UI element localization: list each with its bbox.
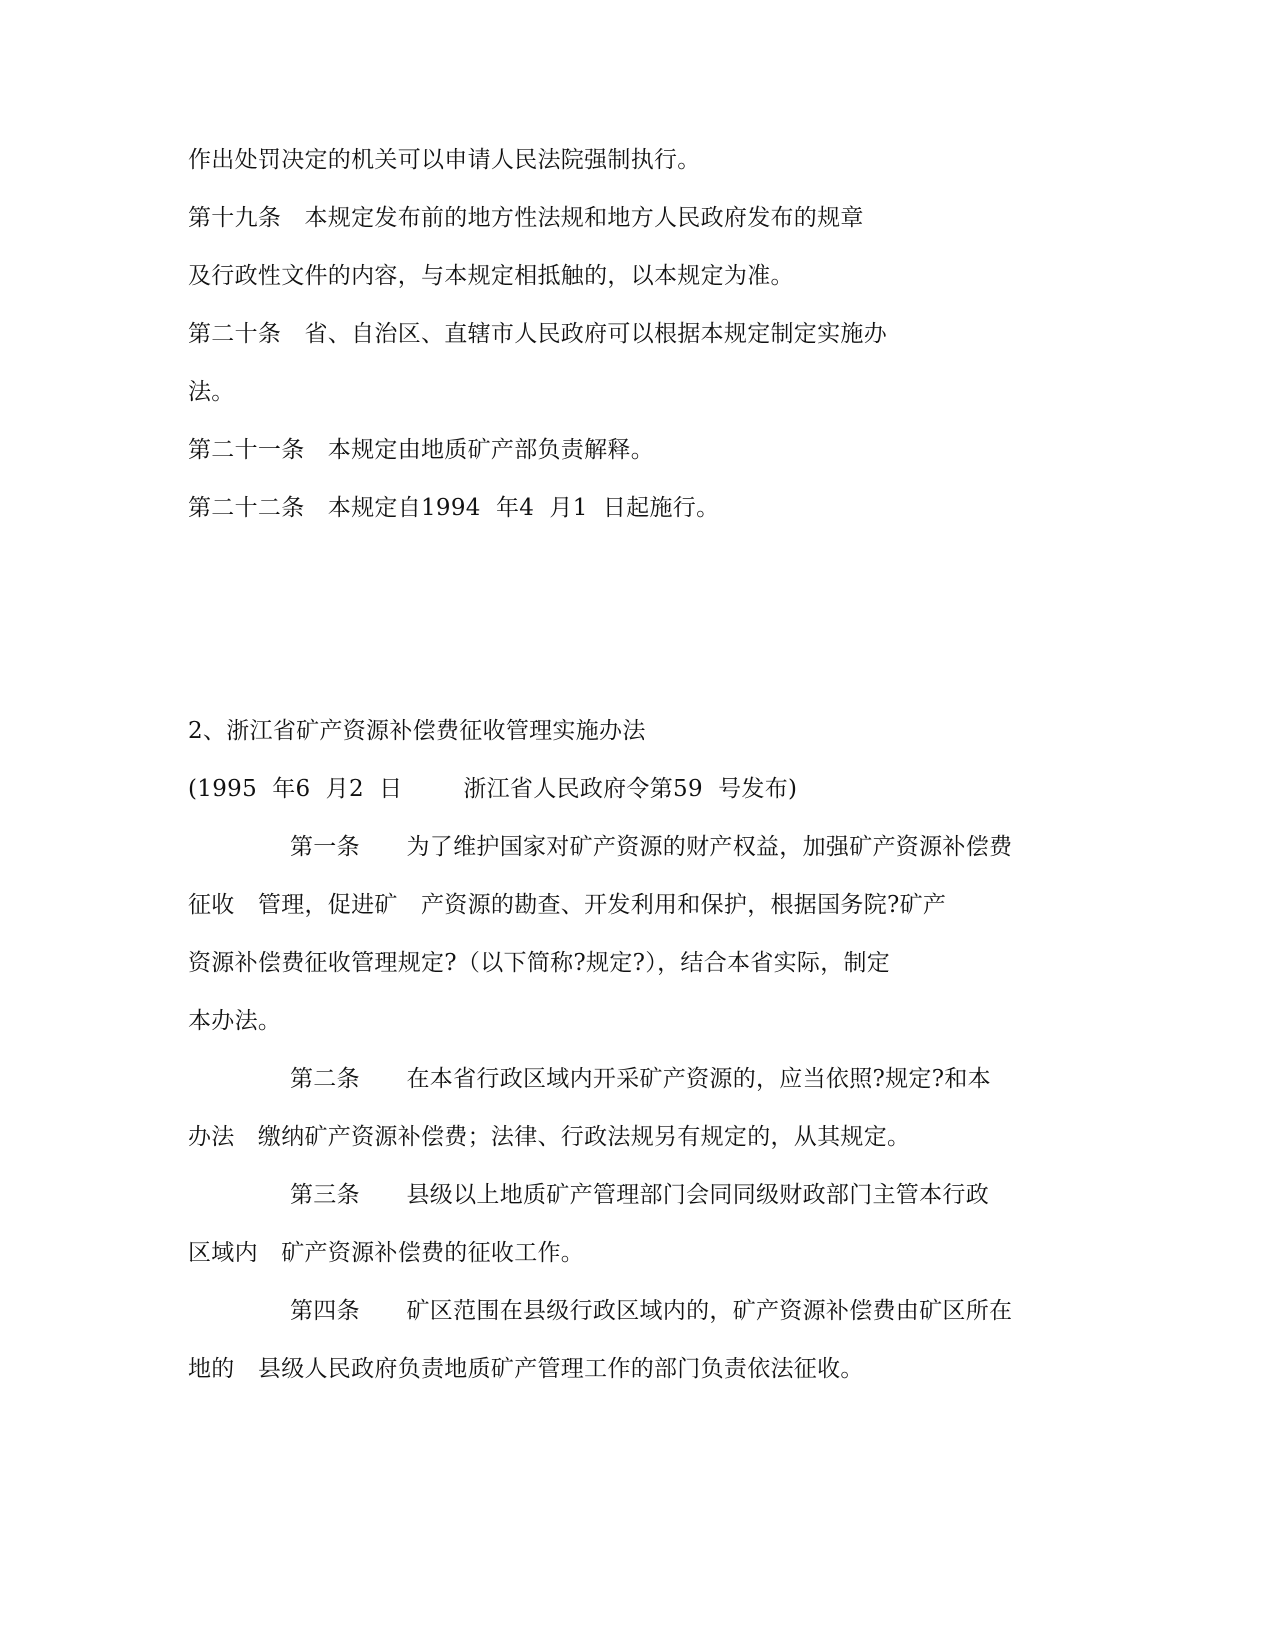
text-line: 区域内 矿产资源补偿费的征收工作。: [188, 1240, 585, 1266]
text-line: 地的 县级人民政府负责地质矿产管理工作的部门负责依法征收。: [188, 1356, 864, 1382]
text-line: 本办法。: [188, 1008, 282, 1034]
text-line: 办法 缴纳矿产资源补偿费；法律、行政法规另有规定的，从其规定。: [188, 1124, 911, 1150]
text-line: 征收 管理，促进矿 产资源的勘查、开发利用和保护，根据国务院?矿产: [188, 892, 947, 918]
article-2-line: 第二条 在本省行政区域内开采矿产资源的，应当依照?规定?和本: [290, 1066, 991, 1092]
article-4-line: 第四条 矿区范围在县级行政区域内的，矿产资源补偿费由矿区所在: [290, 1298, 1013, 1324]
text-line: 法。: [188, 379, 235, 405]
article-20-line: 第二十条 省、自治区、直辖市人民政府可以根据本规定制定实施办: [188, 321, 887, 347]
section-subtitle: (1995 年6 月2 日 浙江省人民政府令第59 号发布): [188, 776, 798, 802]
article-21-line: 第二十一条 本规定由地质矿产部负责解释。: [188, 437, 654, 463]
article-3-line: 第三条 县级以上地质矿产管理部门会同同级财政部门主管本行政: [290, 1182, 989, 1208]
section-title: 2、浙江省矿产资源补偿费征收管理实施办法: [188, 718, 646, 744]
article-19-line: 第十九条 本规定发布前的地方性法规和地方人民政府发布的规章: [188, 205, 864, 231]
article-22-line: 第二十二条 本规定自1994 年4 月1 日起施行。: [188, 495, 720, 521]
text-line: 作出处罚决定的机关可以申请人民法院强制执行。: [188, 147, 701, 173]
article-1-line: 第一条 为了维护国家对矿产资源的财产权益，加强矿产资源补偿费: [290, 834, 1013, 860]
text-line: 资源补偿费征收管理规定?（以下简称?规定?），结合本省实际，制定: [188, 950, 891, 976]
text-line: 及行政性文件的内容，与本规定相抵触的，以本规定为准。: [188, 263, 794, 289]
